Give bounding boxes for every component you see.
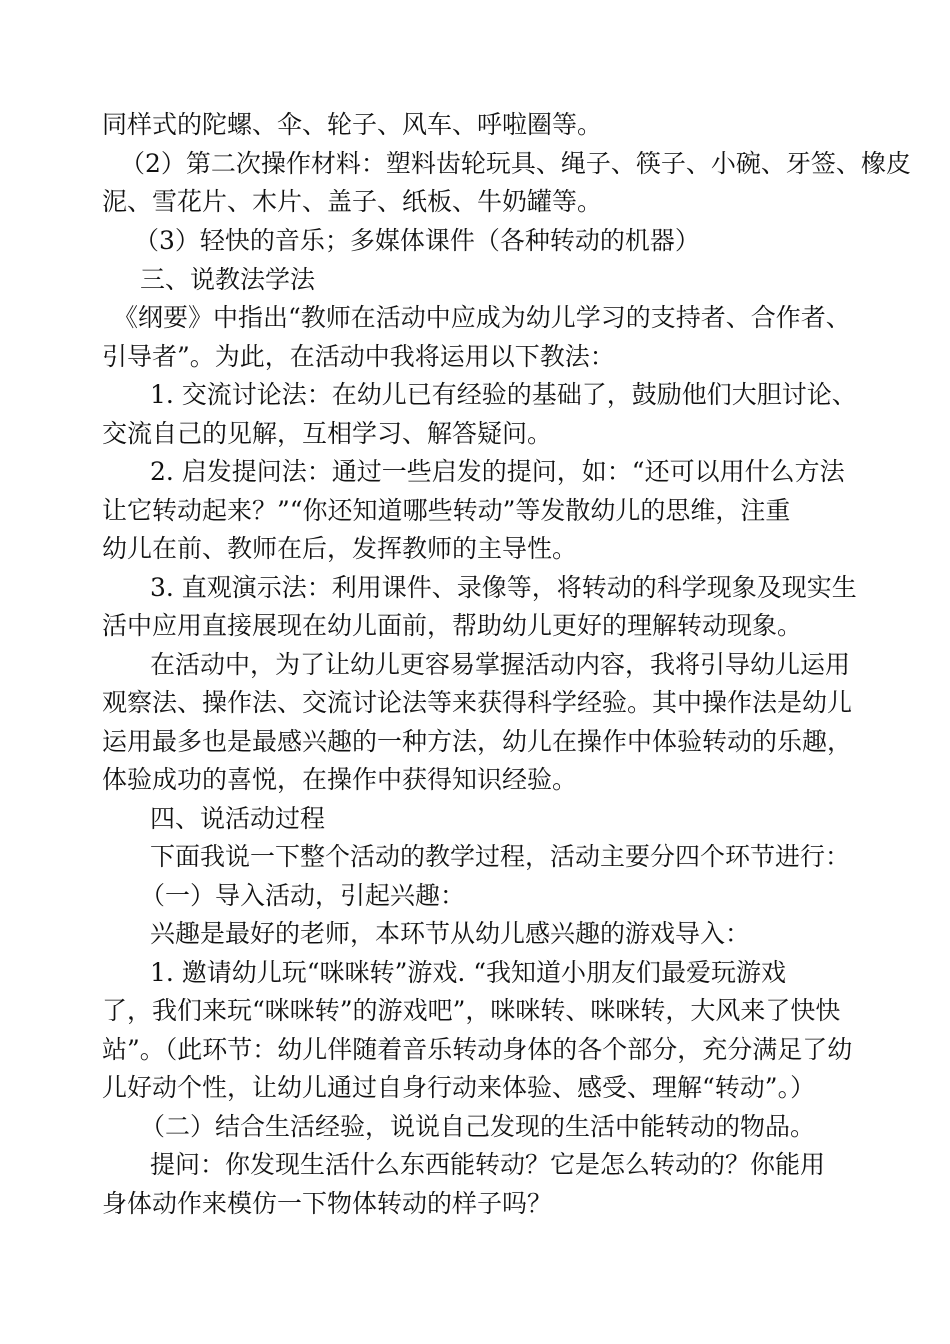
text-line: 下面我说一下整个活动的教学过程，活动主要分四个环节进行： [150, 842, 851, 871]
text-line: 运用最多也是最感兴趣的一种方法，幼儿在操作中体验转动的乐趣， [102, 727, 853, 756]
subsection-heading: （一）导入活动，引起兴趣： [140, 881, 466, 910]
text-line: 体验成功的喜悦，在操作中获得知识经验。 [102, 765, 578, 794]
text-line: 1. 交流讨论法：在幼儿已有经验的基础了，鼓励他们大胆讨论、 [150, 380, 857, 409]
text-line: 在活动中，为了让幼儿更容易掌握活动内容，我将引导幼儿运用 [150, 650, 851, 679]
text-line: 同样式的陀螺、伞、轮子、风车、呼啦圈等。 [102, 110, 603, 139]
subsection-heading: （二）结合生活经验，说说自己发现的生活中能转动的物品。 [140, 1112, 816, 1141]
text-line: 《纲要》中指出“教师在活动中应成为幼儿学习的支持者、合作者、 [113, 303, 851, 332]
text-line: （2）第二次操作材料：塑料齿轮玩具、绳子、筷子、小碗、牙签、橡皮 [120, 149, 911, 178]
text-line: 交流自己的见解，互相学习、解答疑问。 [102, 419, 553, 448]
text-line: 提问：你发现生活什么东西能转动？它是怎么转动的？你能用 [150, 1150, 826, 1179]
text-line: 兴趣是最好的老师，本环节从幼儿感兴趣的游戏导入： [150, 919, 751, 948]
text-line: 泥、雪花片、木片、盖子、纸板、牛奶罐等。 [102, 187, 603, 216]
text-line: 了，我们来玩“咪咪转”的游戏吧”，咪咪转、咪咪转，大风来了快快 [102, 996, 841, 1025]
text-line: 2. 启发提问法：通过一些启发的提问，如：“还可以用什么方法 [150, 457, 845, 486]
text-line: 身体动作来模仿一下物体转动的样子吗？ [102, 1189, 553, 1218]
text-line: 站”。（此环节：幼儿伴随着音乐转动身体的各个部分，充分满足了幼 [102, 1035, 853, 1064]
text-line: 1. 邀请幼儿玩“咪咪转”游戏. “我知道小朋友们最爱玩游戏 [150, 958, 787, 987]
section-heading: 四、说活动过程 [150, 804, 326, 833]
section-heading: 三、说教法学法 [140, 265, 316, 294]
text-line: 让它转动起来？”“你还知道哪些转动”等发散幼儿的思维，注重 [102, 496, 791, 525]
text-line: 3. 直观演示法：利用课件、录像等，将转动的科学现象及现实生 [150, 573, 857, 602]
text-line: 观察法、操作法、交流讨论法等来获得科学经验。其中操作法是幼儿 [102, 688, 853, 717]
text-line: 引导者”。为此，在活动中我将运用以下教法： [102, 342, 615, 371]
text-line: （3）轻快的音乐；多媒体课件（各种转动的机器） [134, 226, 700, 255]
text-line: 幼儿在前、教师在后，发挥教师的主导性。 [102, 534, 578, 563]
text-line: 儿好动个性，让幼儿通过自身行动来体验、感受、理解“转动”。） [102, 1073, 816, 1102]
text-line: 活中应用直接展现在幼儿面前，帮助幼儿更好的理解转动现象。 [102, 611, 803, 640]
